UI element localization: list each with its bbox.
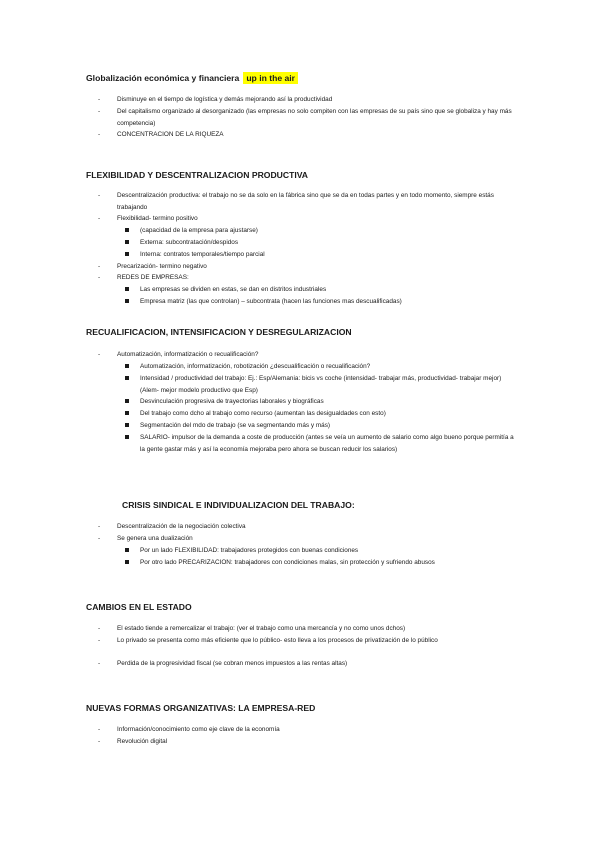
sub-list-item: Intensidad / productividad del trabajo: Ej.: Esp/Alemania: bicis vs coche (intensidad- trabajar más, productividad- trabajar mejor) (Alem- mejor modelo productivo que Esp)	[140, 373, 515, 396]
sub-list-item: Externa: subcontratación/despidos	[140, 237, 515, 249]
list-item: - Precarización- termino negativo	[117, 261, 517, 273]
sub-list-item: (capacidad de la empresa para ajustarse)	[140, 225, 515, 237]
list-item: - Disminuye en el tiempo de logística y demás mejorando así la productividad	[117, 94, 517, 106]
list-item: - Lo privado se presenta como más eficiente que lo público- esto lleva a los procesos de privatización de lo público	[117, 635, 517, 647]
section-title-recualificacion: RECUALIFICACION, INTENSIFICACION Y DESREGULARIZACION	[86, 327, 352, 337]
sub-list-item: Segmentación del mdo de trabajo (se va segmentando más y más)	[140, 420, 515, 432]
sub-list-item: Por otro lado PRECARIZACION: trabajadores con condiciones malas, sin protección y sufriendo abusos	[140, 557, 515, 569]
list-item: - CONCENTRACION DE LA RIQUEZA	[117, 129, 517, 141]
sub-list-item: Interna: contratos temporales/tiempo parcial	[140, 249, 515, 261]
section-title-text: Globalización económica y financiera	[86, 73, 240, 83]
list-item: - Del capitalismo organizado al desorganizado (las empresas no solo compiten con las empresas de su país sino que se globaliza y hay más competencia)	[117, 106, 517, 129]
sub-list-item: SALARIO- impulsor de la demanda a coste de producción (antes se veía un aumento de salario como algo bueno porque permitía a la gente gastar más y así la economía mejoraba pero ahora se buscan reducir los salarios)	[140, 432, 515, 455]
section-title-nuevas-formas: NUEVAS FORMAS ORGANIZATIVAS: LA EMPRESA-RED	[86, 703, 316, 713]
highlighted-note: up in the air	[243, 72, 298, 84]
list-item: - Flexibilidad- termino positivo	[117, 213, 517, 225]
sub-list-item: Desvinculación progresiva de trayectorias laborales y biográficas	[140, 396, 515, 408]
list-item: - El estado tiende a remercalizar el trabajo: (ver el trabajo como una mercancía y no como unos dchos)	[117, 623, 517, 635]
list-item: - Información/conocimiento como eje clave de la economía	[117, 724, 517, 736]
section-title-cambios-estado: CAMBIOS EN EL ESTADO	[86, 602, 192, 612]
list-item: - Se genera una dualización	[117, 533, 517, 545]
list-item: - Descentralización productiva: el trabajo no se da solo en la fábrica sino que se da en todas partes y en todo momento, siempre estás trabajando	[117, 190, 517, 213]
sub-list-item: Por un lado FLEXIBILIDAD: trabajadores protegidos con buenas condiciones	[140, 545, 515, 557]
sub-list-item: Empresa matriz (las que controlan) – subcontrata (hacen las funciones mas descualificadas)	[140, 296, 515, 308]
section-title-crisis-sindical: CRISIS SINDICAL E INDIVIDUALIZACION DEL TRABAJO:	[122, 500, 355, 510]
section-title-globalizacion	[86, 73, 298, 83]
list-item: - REDES DE EMPRESAS:	[117, 272, 517, 284]
list-item: - Descentralización de la negociación colectiva	[117, 521, 517, 533]
list-item: - Perdida de la progresividad fiscal (se cobran menos impuestos a las rentas altas)	[117, 658, 517, 670]
sub-list-item: Las empresas se dividen en estas, se dan en distritos industriales	[140, 284, 515, 296]
sub-list-item: Automatización, informatización, robotización ¿descualificación o recualificación?	[140, 361, 515, 373]
section-title-flexibilidad: FLEXIBILIDAD Y DESCENTRALIZACION PRODUCTIVA	[86, 170, 309, 180]
list-item: - Revolución digital	[117, 736, 517, 748]
list-item: - Automatización, informatización o recualificación?	[117, 349, 517, 361]
sub-list-item: Del trabajo como dcho al trabajo como recurso (aumentan las desigualdades con esto)	[140, 408, 515, 420]
